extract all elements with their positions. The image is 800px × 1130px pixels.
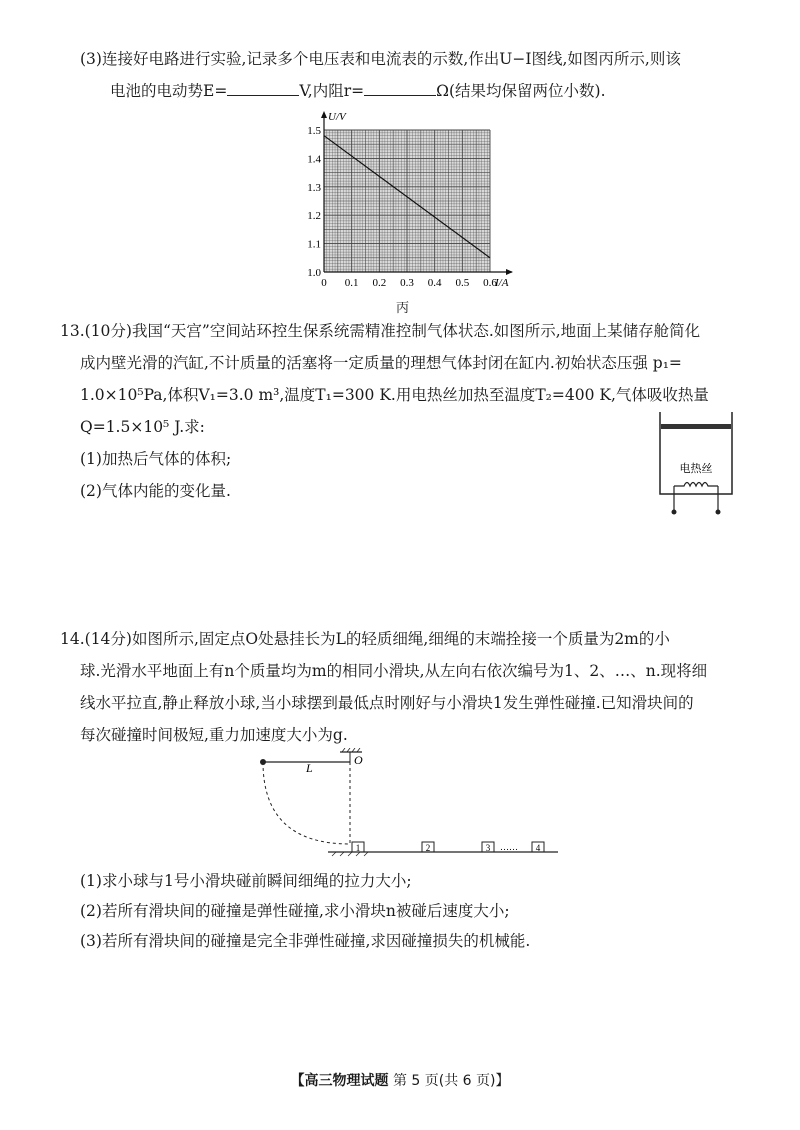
- block-4: [532, 842, 544, 853]
- y-tick-label: 1.5: [307, 125, 321, 137]
- q13-line3: 1.0×10⁵Pa,体积V₁=3.0 m³,温度T₁=300 K.用电热丝加热至温度T₂=400 K,气体吸收热量: [80, 386, 709, 404]
- q14-sub1: (1)求小球与1号小滑块碰前瞬间细绳的拉力大小;: [80, 872, 412, 890]
- figure-caption-bing: 丙: [396, 301, 410, 316]
- heater-label: 电热丝: [679, 463, 713, 475]
- q13-line2: 成内壁光滑的汽缸,不计质量的活塞将一定质量的理想气体封闭在缸内.初始状态压强 p₁=: [80, 354, 682, 372]
- q13-line1: 13.(10分)我国“天宫”空间站环控生保系统需精准控制气体状态.如图所示,地面上某储存舱简化: [60, 322, 701, 340]
- terminal-right: [716, 510, 721, 515]
- terminal-left: [672, 510, 677, 515]
- x-axis-arrow-icon: [506, 269, 513, 275]
- x-tick-label: 0.2: [372, 277, 387, 289]
- q13-sub1: (1)加热后气体的体积;: [80, 450, 232, 468]
- x-tick-label: 0.4: [427, 277, 442, 289]
- piston: [661, 424, 731, 429]
- x-tick-label: 0.1: [344, 277, 359, 289]
- pendulum-figure: [248, 748, 568, 858]
- y-axis-arrow-icon: [321, 111, 327, 118]
- svg-text:3: 3: [485, 843, 491, 853]
- heater-coil-icon: [674, 483, 718, 487]
- page-footer: [0, 1070, 800, 1090]
- y-tick-label: 1.3: [307, 181, 321, 194]
- q14-sub2: (2)若所有滑块间的碰撞是弹性碰撞,求小滑块n被碰后速度大小;: [80, 902, 510, 920]
- x-tick-label: 0: [321, 277, 327, 289]
- ui-chart: [290, 108, 530, 308]
- footer-title: 【高三物理试题: [290, 1073, 389, 1089]
- q14-line4: 每次碰撞时间极短,重力加速度大小为g.: [80, 726, 348, 744]
- resistance-blank[interactable]: [364, 81, 436, 96]
- x-axis-label: I/A: [495, 277, 509, 289]
- precision-note: Ω(结果均保留两位小数).: [436, 82, 606, 100]
- emf-prompt: 电池的电动势E=: [110, 82, 228, 100]
- q12-part3-line1: (3)连接好电路进行实验,记录多个电压表和电流表的示数,作出U−I图线,如图丙所示,则该: [80, 50, 681, 68]
- block-3: [482, 842, 494, 853]
- q13-sub2: (2)气体内能的变化量.: [80, 482, 231, 500]
- ellipsis: ……: [500, 842, 518, 852]
- cylinder-figure: [652, 410, 742, 520]
- block-2: [422, 842, 434, 853]
- svg-text:4: 4: [535, 843, 541, 853]
- y-tick-label: 1.4: [307, 153, 321, 166]
- q14-line3: 线水平拉直,静止释放小球,当小球摆到最低点时刚好与小滑块1发生弹性碰撞.已知滑块间的: [80, 694, 694, 712]
- x-tick-label: 0.5: [455, 277, 470, 289]
- q12-part3-line2: [110, 80, 606, 102]
- q13-line4: Q=1.5×10⁵ J.求:: [80, 418, 205, 436]
- y-tick-label: 1.2: [307, 210, 321, 223]
- x-tick-label: 0.6: [483, 277, 497, 289]
- resistance-prompt: V,内阻r=: [299, 82, 365, 100]
- y-axis-label: U/V: [328, 111, 346, 123]
- label-L: L: [306, 761, 313, 775]
- svg-text:1: 1: [355, 843, 361, 853]
- block-1: [352, 842, 364, 853]
- footer-page: 第 5 页(共 6 页)】: [392, 1073, 510, 1089]
- y-tick-label: 1.0: [307, 267, 321, 279]
- q14-line1: 14.(14分)如图所示,固定点O处悬挂长为L的轻质细绳,细绳的末端拴接一个质量为2m的小: [60, 630, 670, 648]
- q14-sub3: (3)若所有滑块间的碰撞是完全非弹性碰撞,求因碰撞损失的机械能.: [80, 932, 531, 950]
- label-O: O: [354, 753, 363, 767]
- emf-blank[interactable]: [227, 81, 299, 96]
- x-tick-label: 0.3: [400, 277, 414, 289]
- svg-text:2: 2: [425, 843, 431, 853]
- y-tick-label: 1.1: [307, 238, 321, 251]
- q14-line2: 球.光滑水平地面上有n个质量均为m的相同小滑块,从左向右依次编号为1、2、…、n.现将细: [80, 662, 708, 680]
